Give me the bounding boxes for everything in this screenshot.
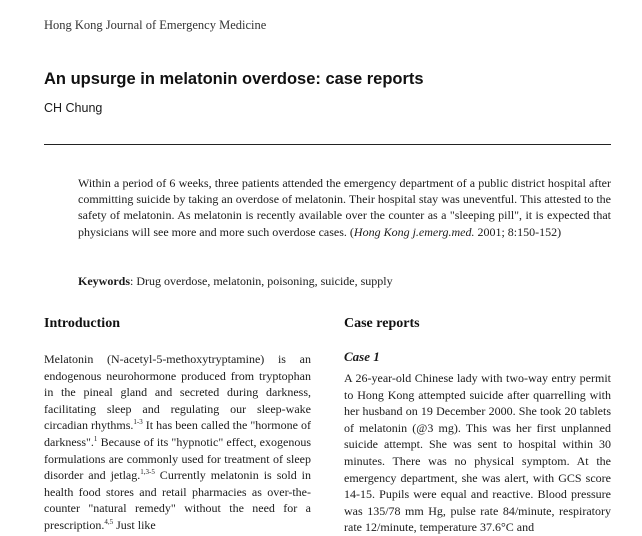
- keywords: [78, 274, 393, 289]
- case-1-body: A 26-year-old Chinese lady with two-way entry permit to Hong Kong attempted suicide after quarrelling with her husband on 19 December 2000. She took 20 tablets of melatonin (@3 mg). This was her first unplanned suicide attempt. She was sent to hospital within 30 minutes. There was no physical symptom. At the emergency department, she was alert, with GCS score 14-15. Pupils were equal and reactive. Blood pressure was 135/78 mm Hg, pulse rate 84/minute, respiratory rate 12/minute, temperature 37.6°C and: [344, 371, 611, 535]
- journal-header: Hong Kong Journal of Emergency Medicine: [44, 18, 267, 32]
- abstract-text: Within a period of 6 weeks, three patients attended the emergency department of a public district hospital after committing suicide by taking an overdose of melatonin. Their hospital stay was uneventful. This attested to the safety of melatonin. As melatonin is recently available over the counter as a "sleeping pill", it is expected that physicians will see more and more such overdose cases. (: [78, 176, 611, 239]
- keywords-label: Keywords: [78, 274, 130, 288]
- article-title: An upsurge in melatonin overdose: case reports: [44, 70, 424, 88]
- intro-text-3: Because of its "hypnotic" effect, exogenous formulations are commonly used for treatment of sleep disorder and jetlag.: [44, 434, 311, 483]
- introduction-body: [44, 351, 311, 534]
- article-author: CH Chung: [44, 101, 103, 115]
- intro-text-5: Just like: [113, 517, 156, 532]
- intro-ref-1: 1-3: [133, 418, 143, 427]
- keywords-text: : Drug overdose, melatonin, poisoning, suicide, supply: [130, 274, 393, 288]
- abstract-citation-journal: Hong Kong j.emerg.med.: [353, 224, 475, 239]
- case-reports-heading: Case reports: [344, 316, 420, 331]
- intro-text-2: It has been called the "hormone of darkness".: [44, 418, 311, 449]
- title-divider: [44, 144, 611, 145]
- intro-ref-3: 1,3-5: [140, 468, 155, 477]
- introduction-heading: Introduction: [44, 316, 120, 331]
- intro-ref-4: 4,5: [104, 517, 114, 526]
- abstract-citation-rest: 2001; 8:150-152): [474, 224, 562, 239]
- intro-text-1: Melatonin (N-acetyl-5-methoxytryptamine) is an endogenous neurohormone produced from tryptophan in the pineal gland and secreted during darkness, facilitating sleep and regulating our sleep-wake circadian rhythms.: [44, 352, 311, 433]
- intro-text-4: Currently melatonin is sold in health food stores and retail pharmacies as over-the-counter "natural remedy" without the need for a prescription.: [44, 468, 311, 532]
- abstract: [78, 175, 611, 240]
- intro-ref-2: 1: [93, 434, 98, 443]
- case-1-title: Case 1: [344, 349, 380, 364]
